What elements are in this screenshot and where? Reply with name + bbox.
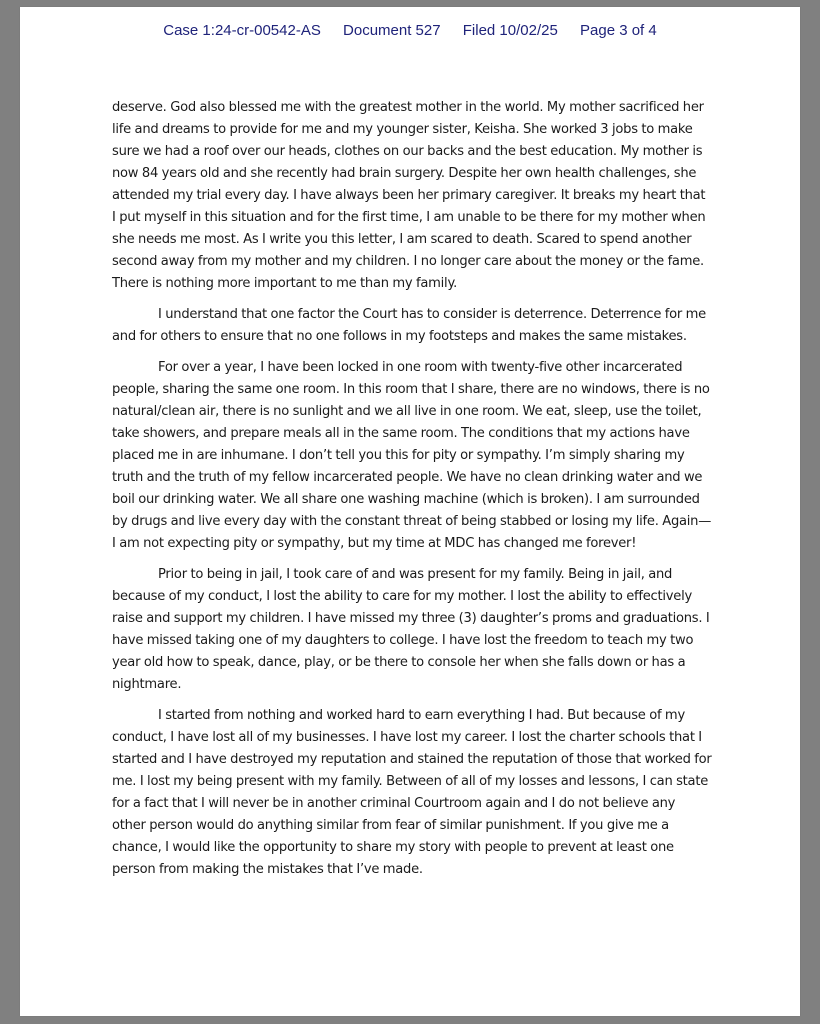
paragraph: I started from nothing and worked hard to earn everything I had. But because of my conduct, I have lost all of my businesses. I have lost my career. I lost the charter schools that I started and I have destroyed my reputation and stained the reputation of those that worked for me. I lost my being present with my family. Between of all of my losses and lessons, I can state for a fact that I will never be in another criminal Courtroom again and I do not believe any other person would do anything similar from fear of similar punishment. If you give me a chance, I would like the opportunity to share my story with people to prevent at least one person from making the mistakes that I’ve made. [112, 708, 712, 877]
document-number: Document 527 [343, 22, 441, 39]
ecf-header [20, 22, 800, 39]
document-page [20, 7, 800, 1016]
page-number: Page 3 of 4 [580, 22, 657, 39]
paragraph: deserve. God also blessed me with the greatest mother in the world. My mother sacrificed her life and dreams to provide for me and my younger sister, Keisha. She worked 3 jobs to make sure we had a roof over our heads, clothes on our backs and the best education. My mother is now 84 years old and she recently had brain surgery. Despite her own health challenges, she attended my trial every day. I have always been her primary caregiver. It breaks my heart that I put myself in this situation and for the first time, I am unable to be there for my mother when she needs me most. As I write you this letter, I am scared to death. Scared to spend another second away from my mother and my children. I no longer care about the money or the fame. There is nothing more important to me than my family. [112, 100, 706, 291]
paragraph: For over a year, I have been locked in one room with twenty-five other incarcerated people, sharing the same one room. In this room that I share, there are no windows, there is no natural/clean air, there is no sunlight and we all live in one room. We eat, sleep, use the toilet, take showers, and prepare meals all in the same room. The conditions that my actions have placed me in are inhumane. I don’t tell you this for pity or sympathy. I’m simply sharing my truth and the truth of my fellow incarcerated people. We have no clean drinking water and we boil our drinking water. We all share one washing machine (which is broken). I am surrounded by drugs and live every day with the constant threat of being stabbed or losing my life. Again—I am not expecting pity or sympathy, but my time at MDC has changed me forever! [112, 360, 712, 551]
paragraph: Prior to being in jail, I took care of and was present for my family. Being in jail, and because of my conduct, I lost the ability to care for my mother. I lost the ability to effectively raise and support my children. I have missed my three (3) daughter’s proms and graduations. I have missed taking one of my daughters to college. I have lost the freedom to teach my two year old how to speak, dance, play, or be there to console her when she falls down or has a nightmare. [112, 567, 710, 692]
letter-body [112, 97, 712, 890]
paragraph: I understand that one factor the Court has to consider is deterrence. Deterrence for me and for others to ensure that no one follows in my footsteps and makes the same mistakes. [112, 307, 706, 344]
filed-date: Filed 10/02/25 [462, 22, 558, 39]
case-number: Case 1:24-cr-00542-AS [163, 22, 321, 39]
